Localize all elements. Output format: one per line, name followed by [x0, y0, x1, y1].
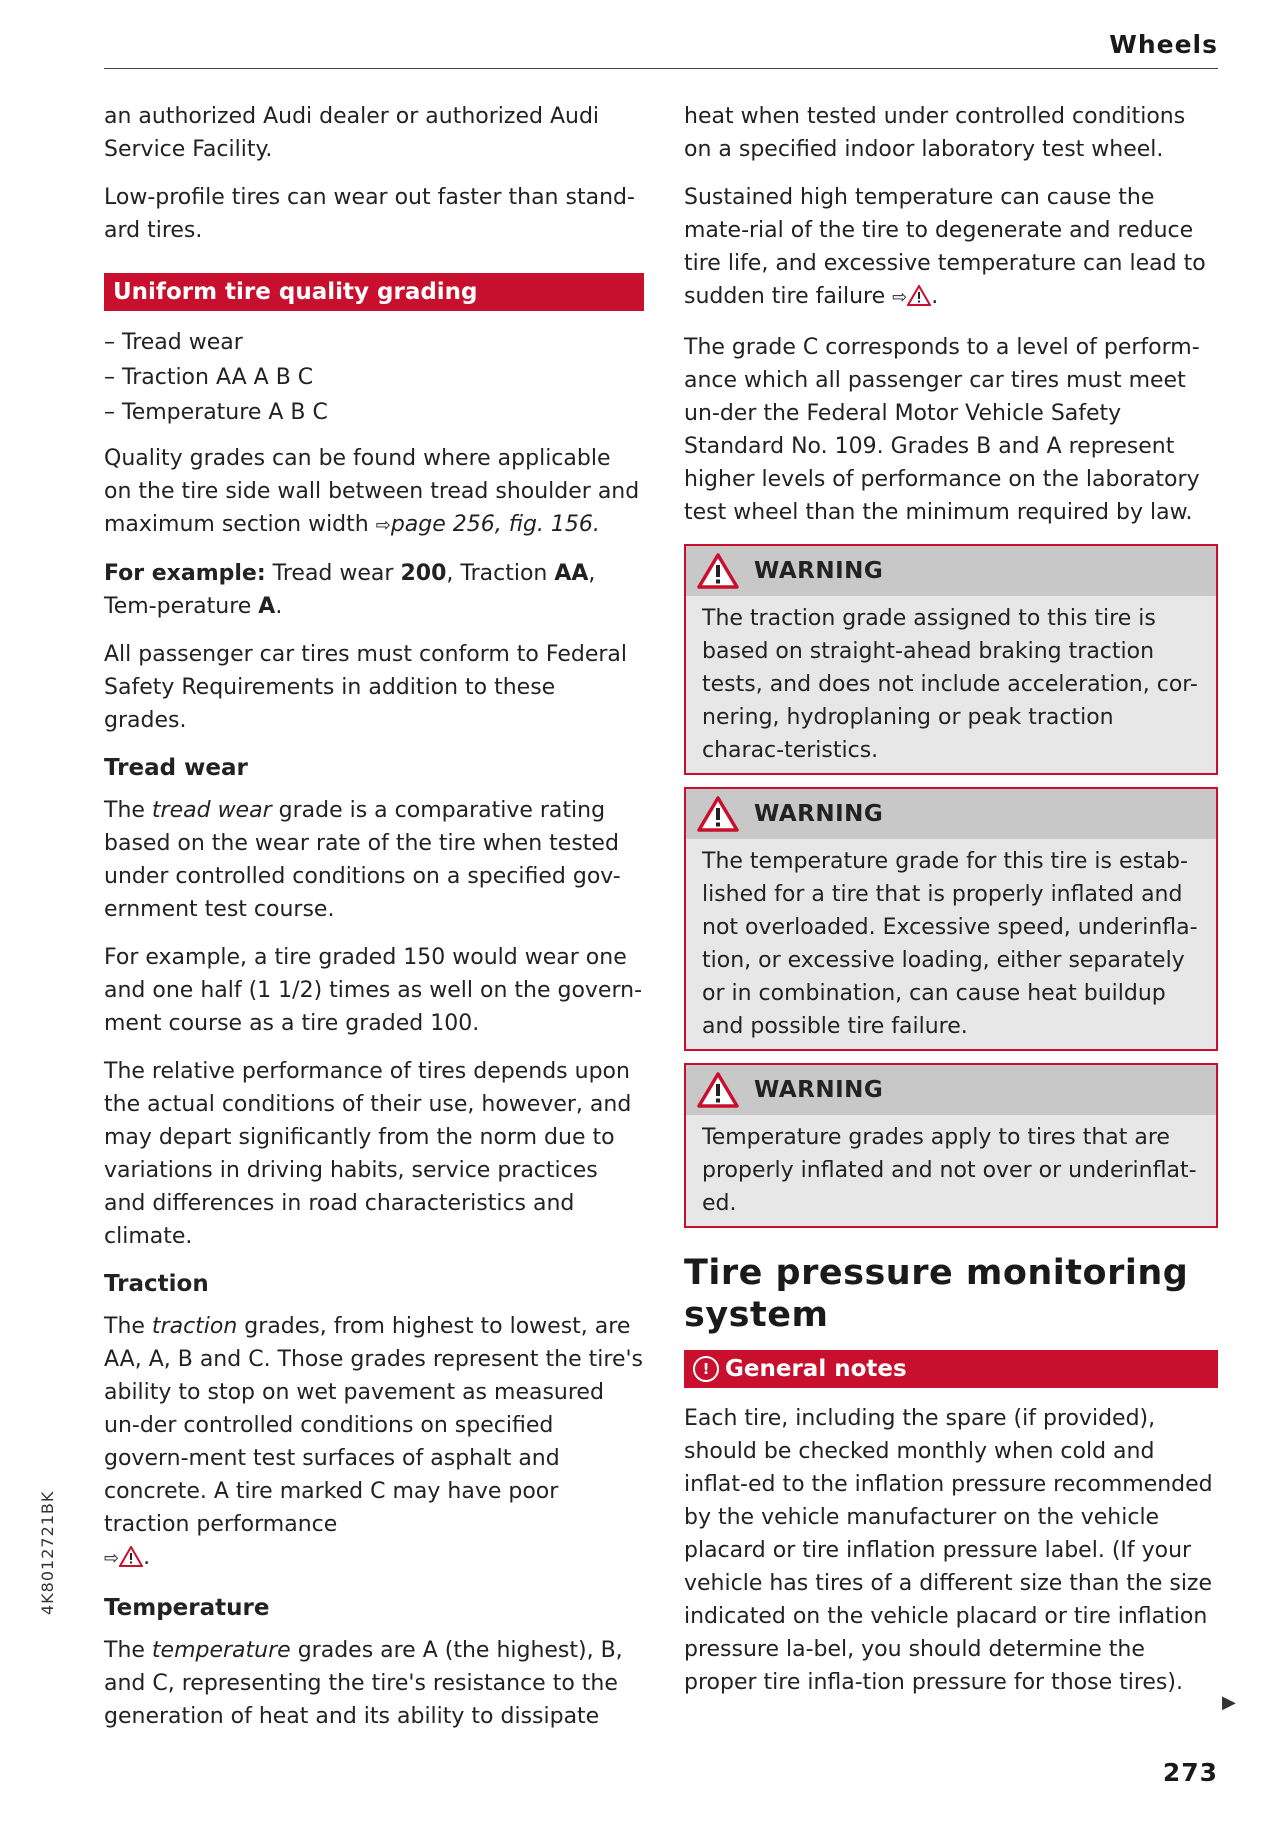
- warning-triangle-icon: [696, 552, 740, 590]
- text: grades are A (the highest), B, and C, representing the tire's resistance to the generation of heat and its ability to dissipate: [104, 1638, 623, 1729]
- continue-arrow-icon[interactable]: ▶: [1222, 1692, 1236, 1713]
- warning-box: [684, 1063, 1218, 1228]
- warning-triangle-icon: [696, 1071, 740, 1109]
- warning-header: [686, 1065, 1216, 1115]
- warning-title: WARNING: [754, 801, 884, 827]
- warning-body: The traction grade assigned to this tire is based on straight-ahead braking traction tests, and does not include acceleration, cor-nering, hydroplaning or peak traction charac-teristics.: [702, 606, 1198, 763]
- paragraph: All passenger car tires must conform to Federal Safety Requirements in addition to these grades.: [104, 642, 628, 733]
- text: grades, from highest to lowest, are AA, A, B and C. Those grades represent the tire's ability to stop on wet pavement as measured un-der controlled conditions on specified govern-ment test surfaces of asphalt and concrete. A tire marked C may have poor traction performance: [104, 1314, 643, 1537]
- text: The: [104, 1314, 152, 1339]
- quality-text: Quality grades can be found where applicable on the tire side wall between tread shoulder and maximum section width: [104, 446, 640, 537]
- paragraph: Each tire, including the spare (if provided), should be checked monthly when cold and inflat-ed to the inflation pressure recommended by the vehicle manufacturer on the vehicle placard or tire inflation pressure label. (If your vehicle has tires of a different size than the size indicated on the vehicle placard or tire inflation pressure la-bel, you should determine the proper tire infla-tion pressure for those tires).: [684, 1406, 1213, 1695]
- paragraph: The grade C corresponds to a level of perform-ance which all passenger car tires must meet un-der the Federal Motor Vehicle Safety Standard No. 109. Grades B and A represent higher levels of performance on the laboratory test wheel than the minimum required by law.: [684, 335, 1200, 525]
- subheading-tread-wear: Tread wear: [104, 755, 248, 781]
- warning-header: [686, 789, 1216, 839]
- document-code: 4K8012721BK: [38, 1490, 57, 1615]
- list-item: – Traction AA A B C: [104, 365, 314, 390]
- warning-title: WARNING: [754, 1077, 884, 1103]
- section-header-uniform-grading: [104, 273, 644, 311]
- example-label: For example:: [104, 561, 266, 586]
- text: The: [104, 1638, 152, 1663]
- page-number: 273: [1162, 1758, 1218, 1787]
- grading-list: [104, 325, 644, 430]
- warning-triangle-icon[interactable]: [119, 1544, 143, 1577]
- paragraph: [104, 794, 644, 926]
- warning-box: [684, 787, 1218, 1051]
- paragraph: For example, a tire graded 150 would wear one and one half (1 1/2) times as well on the govern-ment course as a tire graded 100.: [104, 945, 643, 1036]
- arrow-ref-icon: ⇨: [375, 515, 391, 536]
- warning-box: [684, 544, 1218, 775]
- list-item: – Temperature A B C: [104, 400, 328, 425]
- example-paragraph: [104, 557, 644, 623]
- paragraph: The traction grades, from highest to lowest, are AA, A, B and C. Those grades represent the tire's ability to stop on wet pavement as measured un-der controlled conditions on specified govern-ment test surfaces of asphalt and concrete. A tire marked C may have poor traction performance ⇨ .: [104, 1310, 644, 1577]
- section-title: General notes: [725, 1356, 907, 1382]
- paragraph: heat when tested under controlled conditions on a specified indoor laboratory test wheel.: [684, 104, 1186, 162]
- example-text: , Tem-perature: [104, 561, 596, 619]
- example-value: 200: [400, 561, 447, 586]
- quality-paragraph: [104, 442, 644, 542]
- page-header-title: Wheels: [1109, 30, 1218, 59]
- list-item: – Tread wear: [104, 330, 243, 355]
- header-rule: [104, 68, 1218, 69]
- example-value: A: [258, 594, 276, 619]
- example-text: Tread wear: [265, 561, 401, 586]
- example-text: , Traction: [446, 561, 555, 586]
- example-value: AA: [554, 561, 589, 586]
- left-column: [104, 100, 644, 1748]
- emphasis: temperature: [151, 1638, 291, 1663]
- subheading-traction: Traction: [104, 1271, 209, 1297]
- emphasis: tread wear: [151, 798, 272, 823]
- warning-body: The temperature grade for this tire is estab-lished for a tire that is properly inflated and not overloaded. Excessive speed, underinfla-tion, or excessive loading, either separately or in combination, can cause heat buildup and possible tire failure.: [702, 849, 1198, 1039]
- warning-triangle-icon: [696, 795, 740, 833]
- example-text: .: [275, 594, 283, 619]
- warning-body: Temperature grades apply to tires that are properly inflated and not over or underinflat-ed.: [702, 1125, 1197, 1216]
- paragraph: Sustained high temperature can cause the mate-rial of the tire to degenerate and reduce tire life, and excessive temperature can lead to sudden tire failure ⇨ .: [684, 181, 1218, 316]
- chapter-heading: Tire pressure monitoring system: [684, 1253, 1189, 1335]
- warning-triangle-icon[interactable]: [907, 283, 931, 316]
- text: grade is a comparative rating based on the wear rate of the tire when tested under controlled conditions on a specified gov-ernment test course.: [104, 798, 621, 922]
- warning-title: WARNING: [754, 558, 884, 584]
- text: The: [104, 798, 152, 823]
- section-header-general-notes: [684, 1350, 1218, 1388]
- paragraph: an authorized Audi dealer or authorized Audi Service Facility.: [104, 104, 600, 162]
- arrow-ref-icon: ⇨: [104, 1548, 120, 1569]
- subheading-temperature: Temperature: [104, 1595, 270, 1621]
- page-reference-link[interactable]: page 256, fig. 156.: [390, 512, 600, 537]
- arrow-ref-icon: ⇨: [892, 287, 908, 308]
- section-title: Uniform tire quality grading: [113, 279, 478, 305]
- text: Sustained high temperature can cause the mate-rial of the tire to degenerate and reduce tire life, and excessive temperature can lead to sudden tire failure: [684, 185, 1206, 309]
- right-column: [684, 100, 1218, 1714]
- warning-header: [686, 546, 1216, 596]
- caution-circle-icon: !: [693, 1356, 719, 1382]
- paragraph: The relative performance of tires depends upon the actual conditions of their use, however, and may depart significantly from the norm due to variations in driving habits, service practices and differences in road characteristics and climate.: [104, 1059, 632, 1249]
- paragraph: Low-profile tires can wear out faster than stand-ard tires.: [104, 185, 635, 243]
- emphasis: traction: [151, 1314, 238, 1339]
- paragraph: [104, 1634, 644, 1733]
